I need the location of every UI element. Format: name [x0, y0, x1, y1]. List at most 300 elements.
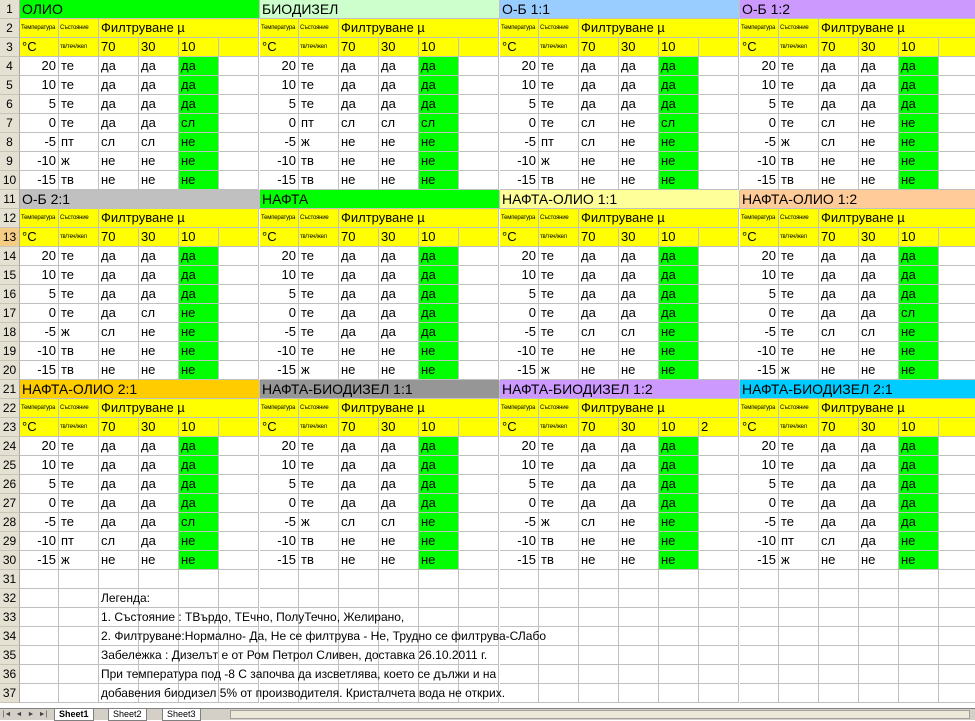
last-sheet-icon[interactable]: ►|: [38, 711, 48, 718]
state-cell[interactable]: тв: [299, 551, 339, 570]
filter-70-cell[interactable]: не: [819, 342, 859, 361]
empty-cell[interactable]: [819, 665, 859, 684]
empty-cell[interactable]: [699, 437, 739, 456]
filter-30-header[interactable]: 30: [619, 38, 659, 57]
filter-30-cell[interactable]: да: [619, 57, 659, 76]
filter-10-cell[interactable]: да: [899, 57, 939, 76]
filter-10-cell[interactable]: да: [179, 456, 219, 475]
sheet-tab-1[interactable]: Sheet1: [54, 709, 94, 721]
temperature-header[interactable]: Температура: [500, 19, 539, 38]
prev-sheet-icon[interactable]: ◄: [15, 711, 23, 718]
temperature-cell[interactable]: -10: [500, 342, 539, 361]
empty-cell[interactable]: [699, 551, 739, 570]
row-header[interactable]: 21: [0, 380, 20, 399]
filter-30-cell[interactable]: да: [859, 57, 899, 76]
empty-cell[interactable]: [939, 684, 975, 703]
temperature-cell[interactable]: 0: [20, 304, 59, 323]
row-header[interactable]: 31: [0, 570, 20, 589]
row-header[interactable]: 7: [0, 114, 20, 133]
filter-70-cell[interactable]: сл: [819, 114, 859, 133]
row-header[interactable]: 23: [0, 418, 20, 437]
filter-header[interactable]: Филтруване µ: [579, 19, 739, 38]
temperature-cell[interactable]: 10: [500, 76, 539, 95]
filter-70-cell[interactable]: не: [339, 361, 379, 380]
empty-cell[interactable]: [219, 152, 259, 171]
filter-10-cell[interactable]: не: [899, 532, 939, 551]
unit-cell[interactable]: °C: [500, 228, 539, 247]
filter-30-header[interactable]: 30: [859, 418, 899, 437]
filter-30-cell[interactable]: да: [139, 437, 179, 456]
temperature-header[interactable]: Температура: [500, 399, 539, 418]
temperature-header[interactable]: Температура: [740, 209, 779, 228]
empty-cell[interactable]: [539, 684, 579, 703]
filter-extra-cell[interactable]: [699, 38, 739, 57]
filter-70-cell[interactable]: да: [819, 456, 859, 475]
state-cell[interactable]: те: [539, 323, 579, 342]
empty-cell[interactable]: [939, 646, 975, 665]
empty-cell[interactable]: [579, 627, 619, 646]
empty-cell[interactable]: [619, 608, 659, 627]
filter-70-header[interactable]: 70: [819, 228, 859, 247]
filter-30-cell[interactable]: да: [859, 513, 899, 532]
state-cell[interactable]: те: [539, 247, 579, 266]
temperature-cell[interactable]: -15: [740, 551, 779, 570]
empty-cell[interactable]: [219, 247, 259, 266]
row-header[interactable]: 9: [0, 152, 20, 171]
empty-cell[interactable]: [539, 665, 579, 684]
filter-70-cell[interactable]: не: [819, 152, 859, 171]
state-sub-header[interactable]: тв/теч/жел: [539, 418, 579, 437]
temperature-cell[interactable]: 20: [260, 57, 299, 76]
unit-cell[interactable]: °C: [740, 418, 779, 437]
state-cell[interactable]: те: [59, 57, 99, 76]
filter-70-cell[interactable]: да: [339, 95, 379, 114]
temperature-cell[interactable]: 20: [740, 437, 779, 456]
empty-cell[interactable]: [579, 570, 619, 589]
empty-cell[interactable]: [579, 665, 619, 684]
filter-30-cell[interactable]: да: [139, 266, 179, 285]
filter-30-cell[interactable]: не: [379, 133, 419, 152]
empty-cell[interactable]: [699, 456, 739, 475]
filter-10-header[interactable]: 10: [419, 38, 459, 57]
state-cell[interactable]: те: [299, 247, 339, 266]
filter-70-cell[interactable]: да: [339, 247, 379, 266]
temperature-cell[interactable]: 10: [500, 266, 539, 285]
row-header[interactable]: 24: [0, 437, 20, 456]
filter-10-cell[interactable]: да: [899, 494, 939, 513]
state-sub-header[interactable]: тв/теч/жел: [59, 418, 99, 437]
filter-30-cell[interactable]: не: [379, 532, 419, 551]
empty-cell[interactable]: [699, 532, 739, 551]
row-header[interactable]: 27: [0, 494, 20, 513]
empty-cell[interactable]: [859, 627, 899, 646]
temperature-cell[interactable]: -5: [500, 323, 539, 342]
filter-70-cell[interactable]: да: [579, 494, 619, 513]
temperature-cell[interactable]: -5: [20, 323, 59, 342]
filter-10-cell[interactable]: не: [179, 551, 219, 570]
temperature-cell[interactable]: 10: [500, 456, 539, 475]
empty-cell[interactable]: [699, 152, 739, 171]
state-cell[interactable]: те: [59, 247, 99, 266]
empty-cell[interactable]: [59, 684, 99, 703]
filter-10-header[interactable]: 10: [419, 228, 459, 247]
filter-30-cell[interactable]: да: [859, 285, 899, 304]
filter-70-cell[interactable]: да: [579, 475, 619, 494]
empty-cell[interactable]: [219, 513, 259, 532]
state-cell[interactable]: те: [539, 57, 579, 76]
state-cell[interactable]: те: [539, 494, 579, 513]
filter-extra-cell[interactable]: [939, 228, 975, 247]
next-sheet-icon[interactable]: ►: [27, 711, 35, 718]
filter-10-cell[interactable]: да: [659, 494, 699, 513]
empty-cell[interactable]: [740, 646, 779, 665]
empty-cell[interactable]: [899, 665, 939, 684]
filter-70-cell[interactable]: не: [579, 342, 619, 361]
state-cell[interactable]: ж: [59, 323, 99, 342]
temperature-cell[interactable]: -5: [260, 133, 299, 152]
temperature-cell[interactable]: 20: [500, 437, 539, 456]
state-cell[interactable]: те: [59, 494, 99, 513]
empty-cell[interactable]: [219, 304, 259, 323]
empty-cell[interactable]: [699, 570, 739, 589]
row-header[interactable]: 16: [0, 285, 20, 304]
filter-70-header[interactable]: 70: [579, 38, 619, 57]
empty-cell[interactable]: [939, 570, 975, 589]
unit-cell[interactable]: °C: [20, 228, 59, 247]
state-cell[interactable]: те: [299, 342, 339, 361]
state-cell[interactable]: ж: [539, 513, 579, 532]
filter-70-cell[interactable]: не: [339, 171, 379, 190]
filter-10-cell[interactable]: да: [419, 57, 459, 76]
temperature-header[interactable]: Температура: [20, 399, 59, 418]
empty-cell[interactable]: [779, 570, 819, 589]
block-title[interactable]: НАФТА-ОЛИО 2:1: [20, 380, 260, 399]
filter-header[interactable]: Филтруване µ: [99, 19, 259, 38]
temperature-cell[interactable]: -15: [740, 361, 779, 380]
state-cell[interactable]: те: [539, 266, 579, 285]
unit-cell[interactable]: °C: [500, 38, 539, 57]
state-cell[interactable]: те: [539, 437, 579, 456]
state-cell[interactable]: ж: [539, 152, 579, 171]
filter-10-cell[interactable]: не: [659, 513, 699, 532]
state-cell[interactable]: тв: [299, 152, 339, 171]
temperature-cell[interactable]: 0: [260, 304, 299, 323]
empty-cell[interactable]: [859, 570, 899, 589]
state-cell[interactable]: те: [299, 437, 339, 456]
filter-30-cell[interactable]: да: [859, 494, 899, 513]
temperature-header[interactable]: Температура: [500, 209, 539, 228]
empty-cell[interactable]: [619, 646, 659, 665]
filter-10-header[interactable]: 10: [899, 418, 939, 437]
empty-cell[interactable]: [500, 665, 539, 684]
state-cell[interactable]: те: [299, 95, 339, 114]
state-cell[interactable]: те: [779, 342, 819, 361]
state-cell[interactable]: те: [779, 513, 819, 532]
filter-70-cell[interactable]: да: [819, 494, 859, 513]
filter-70-header[interactable]: 70: [339, 418, 379, 437]
block-title[interactable]: О-Б 1:2: [740, 0, 975, 19]
temperature-cell[interactable]: -15: [500, 361, 539, 380]
filter-10-cell[interactable]: да: [659, 266, 699, 285]
state-header[interactable]: Състояние: [779, 209, 819, 228]
row-header[interactable]: 3: [0, 38, 20, 57]
filter-30-cell[interactable]: да: [379, 95, 419, 114]
state-cell[interactable]: тв: [59, 361, 99, 380]
empty-cell[interactable]: [219, 475, 259, 494]
empty-cell[interactable]: [899, 589, 939, 608]
temperature-cell[interactable]: -5: [500, 133, 539, 152]
block-title[interactable]: НАФТА-ОЛИО 1:2: [740, 190, 975, 209]
filter-70-cell[interactable]: да: [99, 95, 139, 114]
row-header[interactable]: 36: [0, 665, 20, 684]
filter-30-cell[interactable]: не: [619, 361, 659, 380]
state-cell[interactable]: ж: [779, 133, 819, 152]
filter-10-cell[interactable]: не: [419, 532, 459, 551]
state-cell[interactable]: те: [779, 114, 819, 133]
filter-10-header[interactable]: 10: [659, 228, 699, 247]
temperature-cell[interactable]: 0: [500, 114, 539, 133]
temperature-cell[interactable]: 5: [20, 95, 59, 114]
empty-cell[interactable]: [659, 570, 699, 589]
empty-cell[interactable]: [459, 437, 499, 456]
temperature-cell[interactable]: -10: [20, 152, 59, 171]
row-header[interactable]: 5: [0, 76, 20, 95]
temperature-cell[interactable]: 0: [740, 304, 779, 323]
filter-10-header[interactable]: 10: [899, 228, 939, 247]
empty-cell[interactable]: [219, 532, 259, 551]
row-header[interactable]: 1: [0, 0, 20, 19]
empty-cell[interactable]: [939, 608, 975, 627]
row-header[interactable]: 25: [0, 456, 20, 475]
filter-70-cell[interactable]: да: [339, 494, 379, 513]
temperature-header[interactable]: Температура: [740, 19, 779, 38]
filter-70-cell[interactable]: не: [819, 551, 859, 570]
state-sub-header[interactable]: тв/теч/жел: [779, 38, 819, 57]
filter-10-cell[interactable]: да: [899, 513, 939, 532]
filter-10-cell[interactable]: да: [659, 76, 699, 95]
empty-cell[interactable]: [619, 627, 659, 646]
temperature-cell[interactable]: -5: [260, 323, 299, 342]
temperature-cell[interactable]: 20: [20, 437, 59, 456]
empty-cell[interactable]: [59, 608, 99, 627]
empty-cell[interactable]: [819, 570, 859, 589]
empty-cell[interactable]: [20, 589, 59, 608]
filter-10-cell[interactable]: да: [899, 247, 939, 266]
empty-cell[interactable]: [500, 589, 539, 608]
filter-30-cell[interactable]: не: [619, 513, 659, 532]
filter-70-cell[interactable]: да: [339, 285, 379, 304]
state-cell[interactable]: те: [59, 266, 99, 285]
temperature-cell[interactable]: -15: [500, 171, 539, 190]
filter-10-cell[interactable]: не: [179, 171, 219, 190]
empty-cell[interactable]: [219, 57, 259, 76]
filter-30-cell[interactable]: да: [859, 532, 899, 551]
row-header[interactable]: 35: [0, 646, 20, 665]
empty-cell[interactable]: [459, 304, 499, 323]
temperature-cell[interactable]: -5: [740, 513, 779, 532]
filter-70-cell[interactable]: не: [579, 532, 619, 551]
empty-cell[interactable]: [699, 247, 739, 266]
filter-70-cell[interactable]: сл: [339, 513, 379, 532]
filter-70-header[interactable]: 70: [579, 228, 619, 247]
temperature-cell[interactable]: 5: [500, 285, 539, 304]
empty-cell[interactable]: [459, 323, 499, 342]
state-header[interactable]: Състояние: [59, 19, 99, 38]
temperature-cell[interactable]: 10: [740, 266, 779, 285]
empty-cell[interactable]: [699, 627, 739, 646]
temperature-cell[interactable]: -15: [260, 551, 299, 570]
state-cell[interactable]: те: [779, 285, 819, 304]
filter-70-cell[interactable]: да: [99, 304, 139, 323]
filter-70-cell[interactable]: да: [99, 266, 139, 285]
filter-30-cell[interactable]: да: [379, 247, 419, 266]
state-cell[interactable]: те: [539, 285, 579, 304]
filter-70-cell[interactable]: да: [819, 95, 859, 114]
filter-10-cell[interactable]: не: [899, 361, 939, 380]
filter-30-cell[interactable]: да: [859, 456, 899, 475]
empty-cell[interactable]: [219, 323, 259, 342]
row-header[interactable]: 26: [0, 475, 20, 494]
empty-cell[interactable]: [939, 57, 975, 76]
state-cell[interactable]: тв: [539, 551, 579, 570]
empty-cell[interactable]: [500, 646, 539, 665]
empty-cell[interactable]: [219, 342, 259, 361]
empty-cell[interactable]: [740, 627, 779, 646]
temperature-cell[interactable]: 20: [20, 57, 59, 76]
filter-30-cell[interactable]: не: [379, 361, 419, 380]
empty-cell[interactable]: [579, 684, 619, 703]
filter-10-cell[interactable]: не: [659, 133, 699, 152]
filter-10-cell[interactable]: не: [419, 152, 459, 171]
filter-10-cell[interactable]: да: [179, 494, 219, 513]
filter-30-cell[interactable]: да: [139, 494, 179, 513]
filter-30-header[interactable]: 30: [859, 38, 899, 57]
empty-cell[interactable]: [379, 589, 419, 608]
temperature-cell[interactable]: -10: [20, 532, 59, 551]
row-header[interactable]: 28: [0, 513, 20, 532]
empty-cell[interactable]: [699, 95, 739, 114]
temperature-cell[interactable]: -15: [260, 361, 299, 380]
filter-header[interactable]: Филтруване µ: [819, 209, 975, 228]
state-header[interactable]: Състояние: [299, 19, 339, 38]
filter-10-cell[interactable]: да: [899, 285, 939, 304]
temperature-cell[interactable]: 20: [500, 247, 539, 266]
empty-cell[interactable]: [619, 589, 659, 608]
filter-10-cell[interactable]: не: [899, 114, 939, 133]
temperature-cell[interactable]: -5: [20, 513, 59, 532]
filter-70-cell[interactable]: да: [99, 57, 139, 76]
state-cell[interactable]: те: [779, 323, 819, 342]
temperature-cell[interactable]: -10: [20, 342, 59, 361]
empty-cell[interactable]: [539, 570, 579, 589]
state-cell[interactable]: те: [299, 494, 339, 513]
empty-cell[interactable]: [459, 171, 499, 190]
state-cell[interactable]: ж: [299, 361, 339, 380]
filter-70-cell[interactable]: сл: [819, 323, 859, 342]
state-cell[interactable]: ж: [299, 133, 339, 152]
filter-30-cell[interactable]: да: [379, 437, 419, 456]
row-header[interactable]: 30: [0, 551, 20, 570]
state-cell[interactable]: те: [299, 76, 339, 95]
empty-cell[interactable]: [219, 285, 259, 304]
filter-70-cell[interactable]: да: [819, 475, 859, 494]
empty-cell[interactable]: [260, 570, 299, 589]
filter-70-cell[interactable]: да: [99, 285, 139, 304]
filter-70-cell[interactable]: да: [579, 285, 619, 304]
filter-10-cell[interactable]: не: [899, 323, 939, 342]
empty-cell[interactable]: [419, 570, 459, 589]
filter-10-cell[interactable]: сл: [419, 114, 459, 133]
empty-cell[interactable]: [939, 665, 975, 684]
empty-cell[interactable]: [939, 532, 975, 551]
temperature-cell[interactable]: 10: [20, 266, 59, 285]
filter-10-cell[interactable]: да: [659, 57, 699, 76]
filter-10-cell[interactable]: не: [899, 133, 939, 152]
filter-30-cell[interactable]: не: [859, 114, 899, 133]
filter-extra-cell[interactable]: [699, 228, 739, 247]
filter-10-cell[interactable]: да: [899, 456, 939, 475]
filter-70-cell[interactable]: да: [339, 76, 379, 95]
filter-10-cell[interactable]: да: [659, 456, 699, 475]
filter-70-cell[interactable]: да: [99, 114, 139, 133]
row-header[interactable]: 34: [0, 627, 20, 646]
filter-70-cell[interactable]: не: [339, 133, 379, 152]
state-cell[interactable]: ж: [539, 361, 579, 380]
block-title[interactable]: О-Б 1:1: [500, 0, 740, 19]
empty-cell[interactable]: [659, 589, 699, 608]
filter-extra-cell[interactable]: [459, 418, 499, 437]
temperature-cell[interactable]: -15: [260, 171, 299, 190]
temperature-cell[interactable]: -10: [740, 532, 779, 551]
filter-70-cell[interactable]: да: [579, 304, 619, 323]
temperature-cell[interactable]: 20: [500, 57, 539, 76]
filter-30-cell[interactable]: да: [619, 285, 659, 304]
empty-cell[interactable]: [419, 608, 459, 627]
filter-10-cell[interactable]: да: [179, 76, 219, 95]
state-cell[interactable]: пт: [299, 114, 339, 133]
filter-70-header[interactable]: 70: [339, 228, 379, 247]
state-cell[interactable]: те: [299, 304, 339, 323]
state-sub-header[interactable]: тв/теч/жел: [59, 228, 99, 247]
temperature-cell[interactable]: 0: [20, 494, 59, 513]
state-cell[interactable]: те: [299, 266, 339, 285]
filter-70-cell[interactable]: не: [99, 152, 139, 171]
filter-extra-cell[interactable]: [219, 228, 259, 247]
row-header[interactable]: 29: [0, 532, 20, 551]
temperature-cell[interactable]: -5: [740, 133, 779, 152]
empty-cell[interactable]: [899, 684, 939, 703]
filter-10-cell[interactable]: не: [659, 323, 699, 342]
filter-70-cell[interactable]: да: [99, 494, 139, 513]
empty-cell[interactable]: [740, 665, 779, 684]
filter-extra-cell[interactable]: 2: [699, 418, 739, 437]
filter-10-cell[interactable]: да: [659, 437, 699, 456]
empty-cell[interactable]: [939, 304, 975, 323]
filter-header[interactable]: Филтруване µ: [579, 399, 739, 418]
empty-cell[interactable]: [659, 608, 699, 627]
filter-10-cell[interactable]: да: [659, 247, 699, 266]
state-sub-header[interactable]: тв/теч/жел: [779, 228, 819, 247]
empty-cell[interactable]: [659, 684, 699, 703]
filter-30-cell[interactable]: да: [619, 247, 659, 266]
filter-30-cell[interactable]: да: [139, 513, 179, 532]
state-cell[interactable]: те: [539, 114, 579, 133]
empty-cell[interactable]: [699, 513, 739, 532]
empty-cell[interactable]: [939, 114, 975, 133]
unit-cell[interactable]: °C: [740, 228, 779, 247]
state-header[interactable]: Състояние: [539, 399, 579, 418]
state-cell[interactable]: те: [779, 494, 819, 513]
